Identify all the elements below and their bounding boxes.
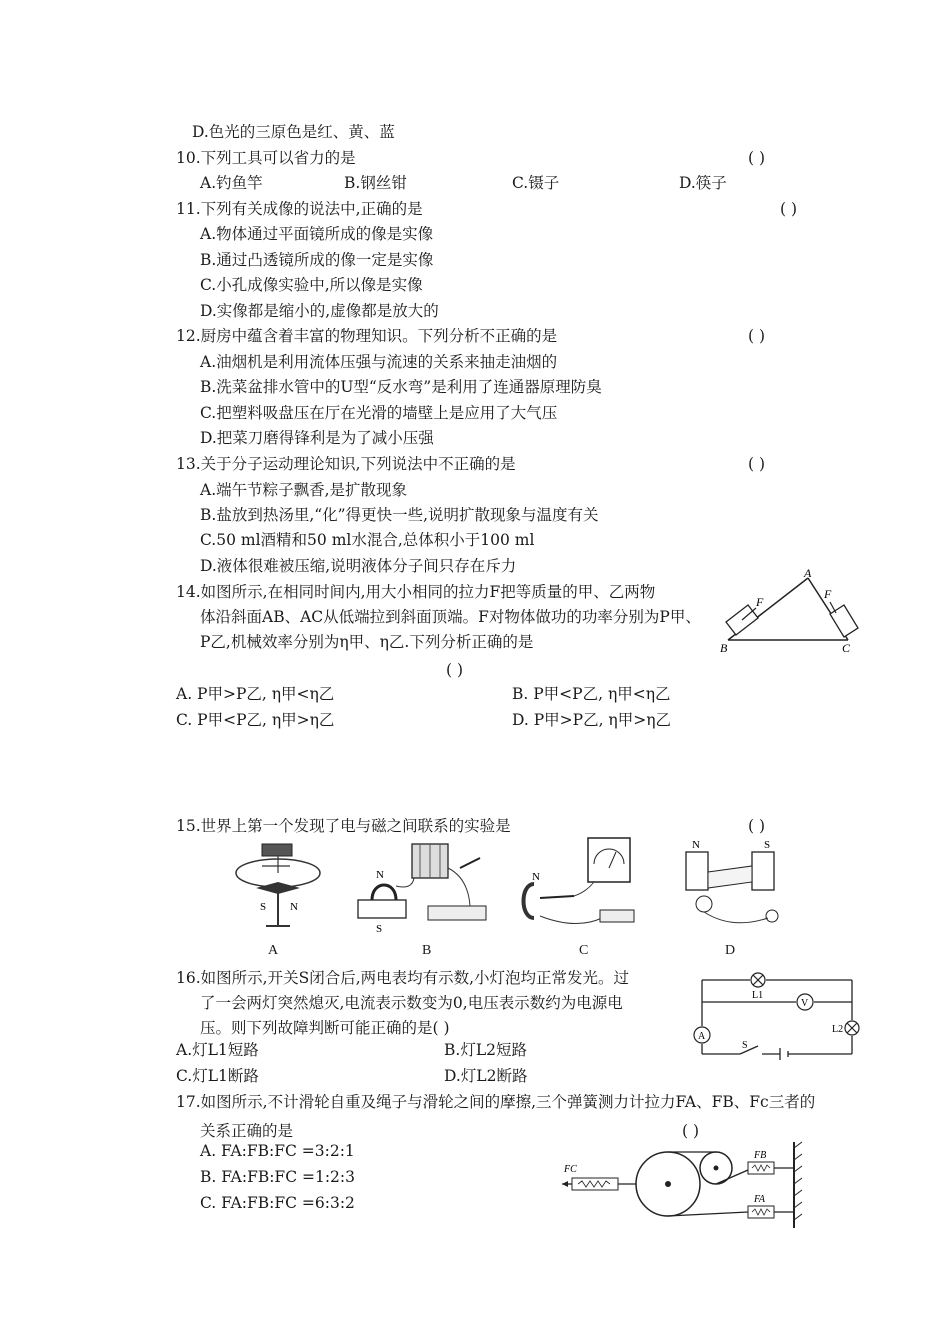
q14-stem-line2: 体沿斜面AB、AC从低端拉到斜面顶端。F对物体做功的功率分别为P甲、 <box>200 608 701 626</box>
fig-b-label-s: S <box>376 923 383 935</box>
label-fb: FB <box>754 1150 767 1161</box>
q16-option-d: D.灯L2断路 <box>444 1067 528 1085</box>
q14-stem-line1: 14.如图所示,在相同时间内,用大小相同的拉力F把等质量的甲、乙两物 <box>176 583 656 601</box>
q15-figure-a-oersted <box>228 838 328 936</box>
q17-option-a: A. FA:FB:FC =3:2:1 <box>200 1142 355 1160</box>
q13-option-a: A.端午节粽子飘香,是扩散现象 <box>200 481 408 499</box>
q10-option-c: C.镊子 <box>512 174 560 192</box>
q10-option-a: A.钓鱼竿 <box>200 174 263 192</box>
q15-figure-b-electromagnet <box>352 838 492 936</box>
q11-answer-paren: ( ) <box>780 200 798 218</box>
q15-label-a: A <box>268 943 279 958</box>
q17-stem-line2: 关系正确的是 <box>200 1122 294 1140</box>
label-vertex-a: A <box>804 568 812 580</box>
q17-answer-paren: ( ) <box>682 1122 700 1140</box>
q16-stem-line1: 16.如图所示,开关S闭合后,两电表均有示数,小灯泡均正常发光。过 <box>176 969 630 987</box>
q13-option-b: B.盐放到热汤里,“化”得更快一些,说明扩散现象与温度有关 <box>200 506 599 524</box>
q14-option-b: B. P甲<P乙, η甲<η乙 <box>512 685 671 703</box>
q16-circuit-figure <box>690 968 870 1064</box>
spring-scale-b <box>748 1162 774 1174</box>
q10-answer-paren: ( ) <box>748 149 766 167</box>
label-f-left: F <box>756 595 764 609</box>
q14-answer-paren: ( ) <box>446 661 464 679</box>
q16-stem-line2: 了一会两灯突然熄灭,电流表示数变为0,电压表示数约为电源电 <box>200 994 623 1012</box>
q16-option-b: B.灯L2短路 <box>444 1041 527 1059</box>
q17-stem-line1: 17.如图所示,不计滑轮自重及绳子与滑轮之间的摩擦,三个弹簧测力计拉力FA、FB、Fc三者的 <box>176 1093 816 1111</box>
label-fa: FA <box>754 1194 765 1205</box>
label-fc: FC <box>564 1164 577 1175</box>
q12-option-d: D.把菜刀磨得锋利是为了减小压强 <box>200 429 434 447</box>
circuit-wires <box>702 980 852 1060</box>
label-vertex-b: B <box>720 641 728 655</box>
q15-figure-c-galvanometer <box>516 834 648 936</box>
q13-answer-paren: ( ) <box>748 455 766 473</box>
q9-option-d: D.色光的三原色是红、黄、蓝 <box>192 123 395 141</box>
q12-option-c: C.把塑料吸盘压在厅在光滑的墙壁上是应用了大气压 <box>200 404 558 422</box>
label-switch: S <box>742 1040 748 1051</box>
q16-stem-line3: 压。则下列故障判断可能正确的是( ) <box>200 1019 450 1037</box>
q12-stem: 12.厨房中蕴含着丰富的物理知识。下列分析不正确的是 <box>176 327 558 345</box>
q15-label-c: C <box>579 943 589 958</box>
q13-option-c: C.50 ml酒精和50 ml水混合,总体积小于100 ml <box>200 531 535 549</box>
spring-scale-a <box>748 1206 774 1218</box>
q17-pulley-figure <box>558 1138 808 1230</box>
fig-d-label-s: S <box>764 839 771 851</box>
q13-option-d: D.液体很难被压缩,说明液体分子间只存在斥力 <box>200 557 517 575</box>
q12-answer-paren: ( ) <box>748 327 766 345</box>
q11-option-b: B.通过凸透镜所成的像一定是实像 <box>200 251 434 269</box>
fig-a-label-s: S <box>260 901 267 913</box>
q12-option-b: B.洗菜盆排水管中的U型“反水弯”是利用了连通器原理防臭 <box>200 378 602 396</box>
spring-scale-c <box>572 1178 618 1190</box>
label-ammeter: A <box>698 1031 706 1042</box>
label-f-right: F <box>824 587 832 601</box>
q10-stem: 10.下列工具可以省力的是 <box>176 149 356 167</box>
wall-hatch <box>794 1142 802 1220</box>
q15-label-d: D <box>725 943 736 958</box>
q14-option-c: C. P甲<P乙, η甲>η乙 <box>176 711 335 729</box>
label-l2: L2 <box>832 1024 844 1035</box>
label-vertex-c: C <box>842 641 851 655</box>
fig-b-label-n: N <box>376 869 384 881</box>
label-l1: L1 <box>752 990 764 1001</box>
label-voltmeter: V <box>801 998 809 1009</box>
q11-option-a: A.物体通过平面镜所成的像是实像 <box>200 225 434 243</box>
q15-stem: 15.世界上第一个发现了电与磁之间联系的实验是 <box>176 817 511 835</box>
lamp-l1-symbol <box>751 973 765 987</box>
q16-option-c: C.灯L1断路 <box>176 1067 259 1085</box>
lamp-l2-symbol <box>845 1021 859 1035</box>
q14-stem-line3: P乙,机械效率分别为η甲、η乙.下列分析正确的是 <box>200 633 534 651</box>
q11-option-c: C.小孔成像实验中,所以像是实像 <box>200 276 423 294</box>
q17-option-c: C. FA:FB:FC =6:3:2 <box>200 1194 355 1212</box>
q15-answer-paren: ( ) <box>748 817 766 835</box>
fig-a-label-n: N <box>290 901 298 913</box>
q10-option-b: B.钢丝钳 <box>344 174 407 192</box>
q14-option-d: D. P甲>P乙, η甲>η乙 <box>512 711 671 729</box>
q14-option-a: A. P甲>P乙, η甲<η乙 <box>176 685 335 703</box>
q10-option-d: D.筷子 <box>679 174 727 192</box>
q15-label-b: B <box>422 943 432 958</box>
q16-option-a: A.灯L1短路 <box>176 1041 259 1059</box>
fig-d-label-n: N <box>692 839 700 851</box>
q12-option-a: A.油烟机是利用流体压强与流速的关系来抽走油烟的 <box>200 353 558 371</box>
fig-c-label-n: N <box>532 871 540 883</box>
q14-incline-figure <box>712 568 862 656</box>
q13-stem: 13.关于分子运动理论知识,下列说法中不正确的是 <box>176 455 516 473</box>
q17-option-b: B. FA:FB:FC =1:2:3 <box>200 1168 355 1186</box>
q15-figure-d-motor <box>682 838 790 936</box>
q11-stem: 11.下列有关成像的说法中,正确的是 <box>176 200 423 218</box>
q11-option-d: D.实像都是缩小的,虚像都是放大的 <box>200 302 439 320</box>
